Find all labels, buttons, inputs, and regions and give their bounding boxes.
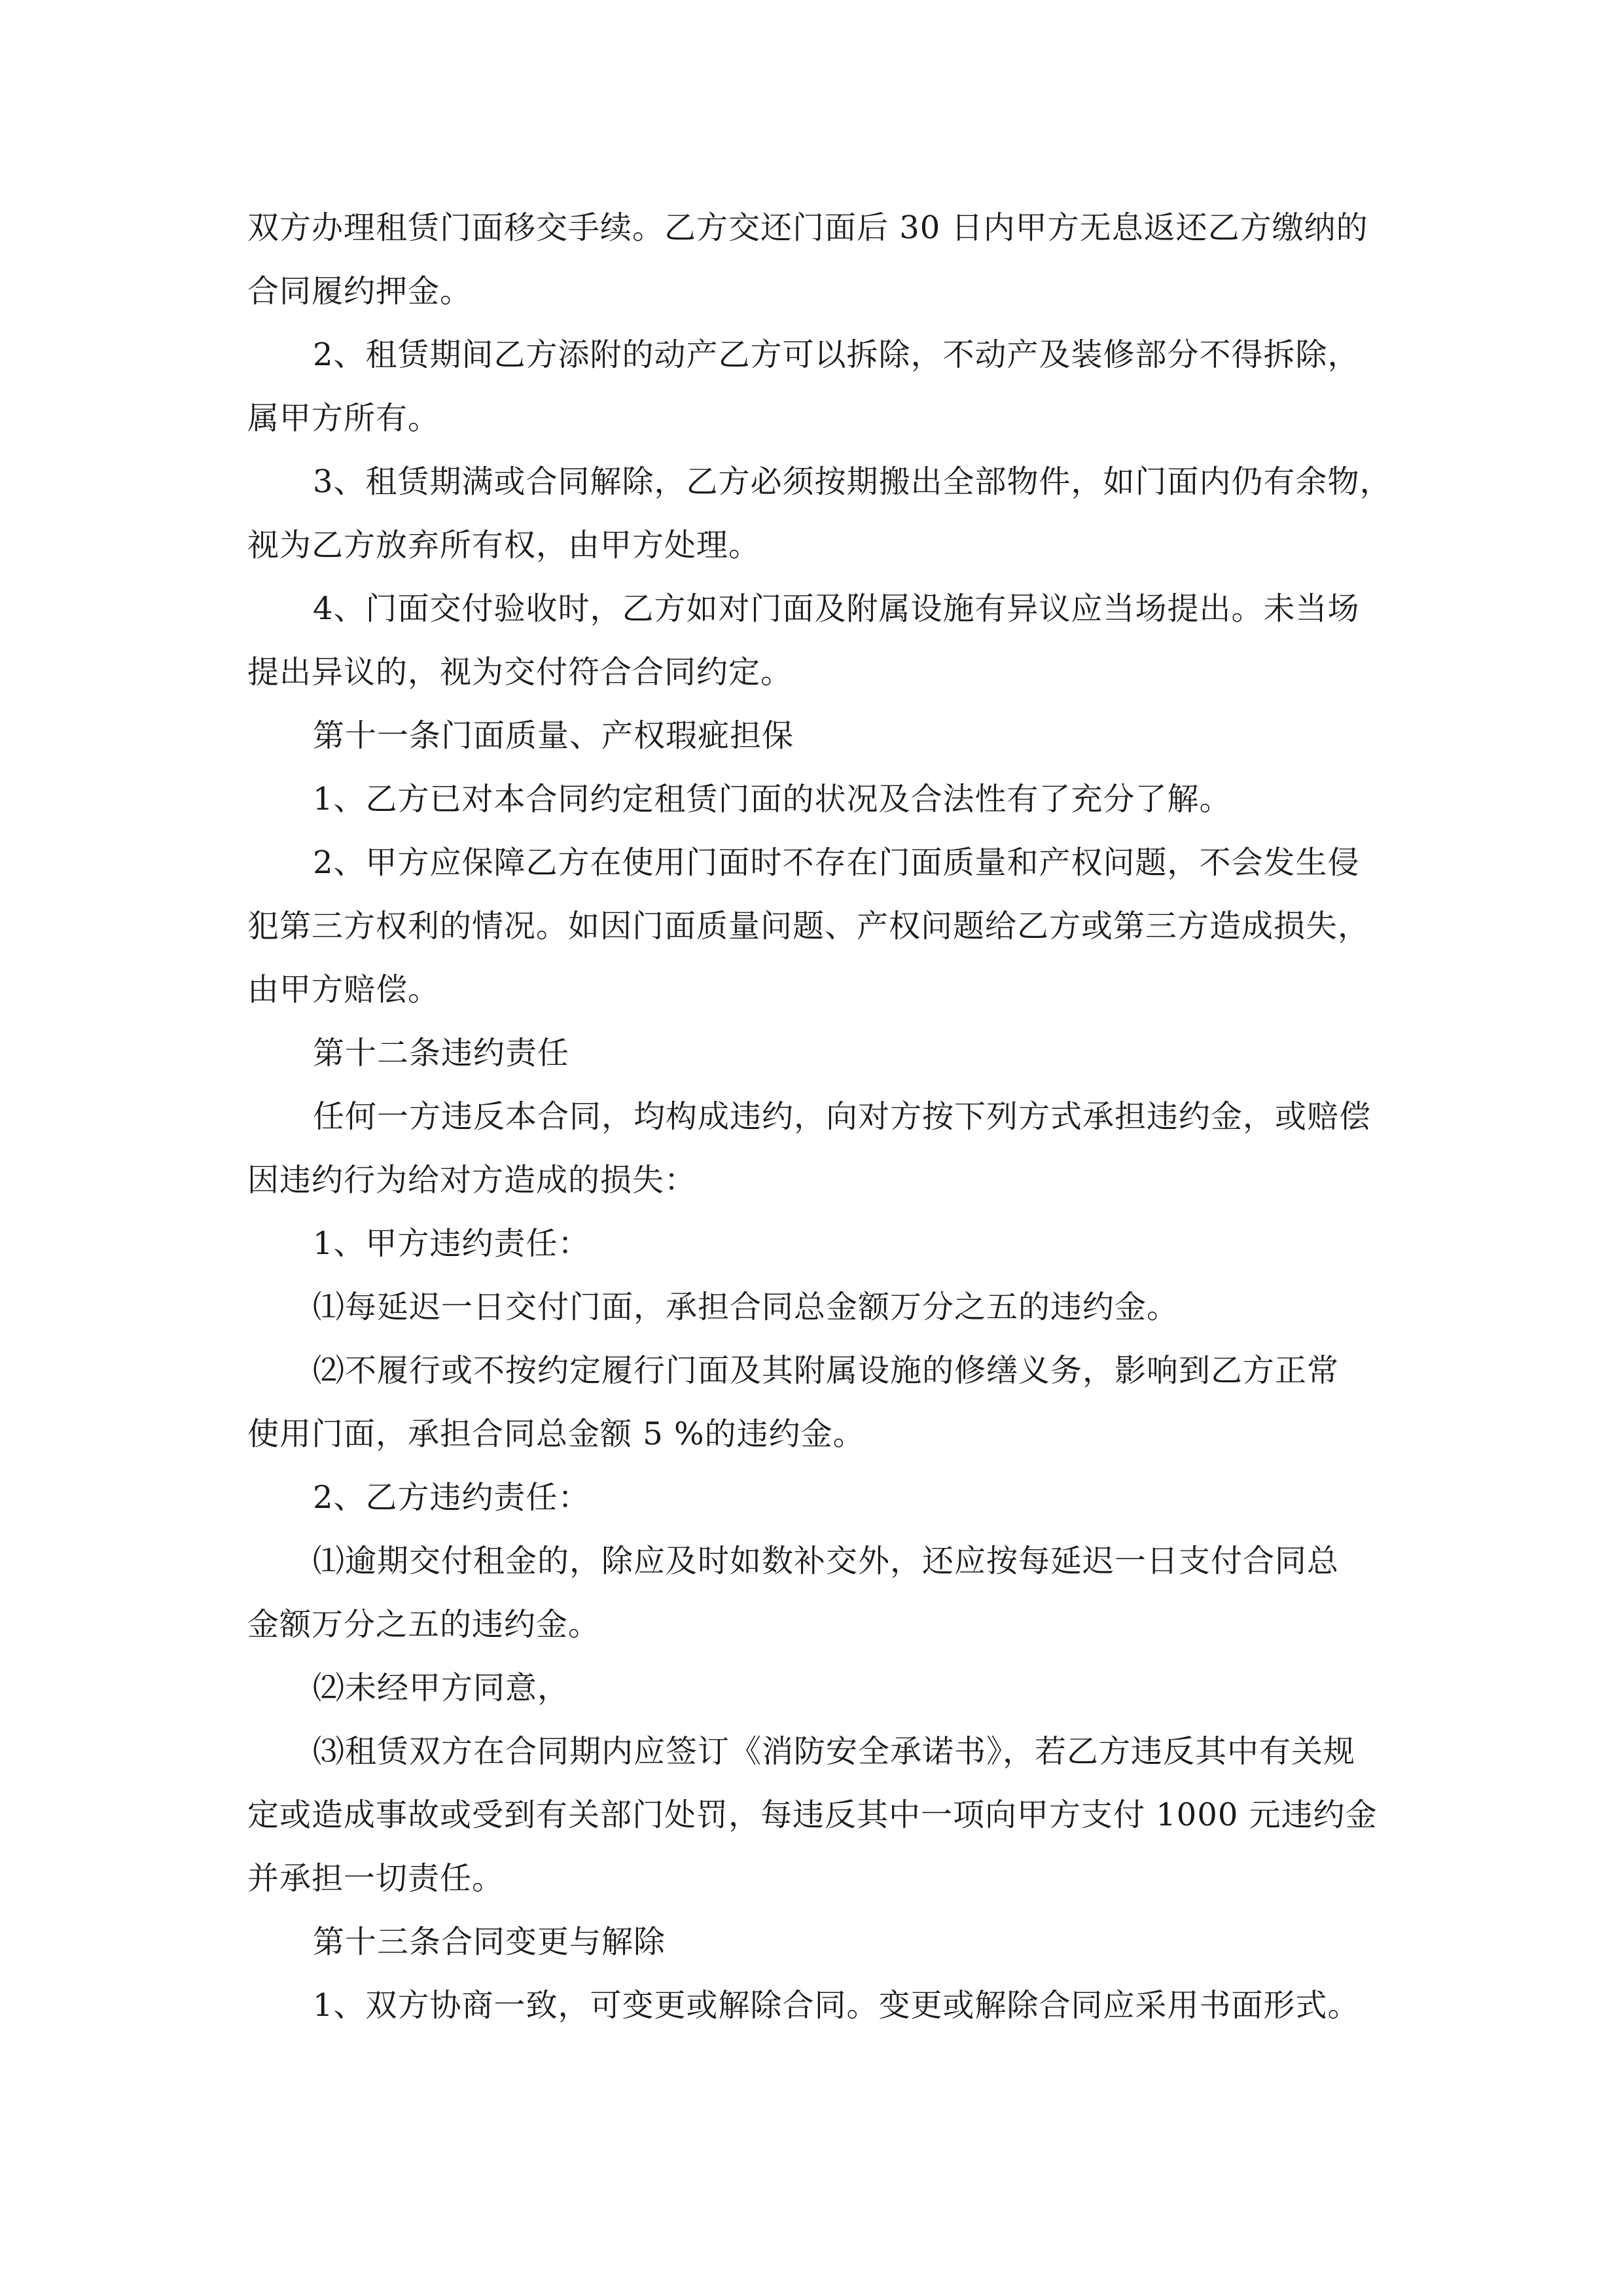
paragraph-line: 2、甲方应保障乙方在使用门面时不存在门面质量和产权问题，不会发生侵 [313,844,1360,881]
paragraph-line: 合同履约押金。 [247,273,473,310]
paragraph-line: ⑴逾期交付租金的，除应及时如数补交外，还应按每延迟一日支付合同总 [313,1543,1340,1579]
paragraph-line: 因违约行为给对方造成的损失： [247,1162,697,1198]
paragraph-line: 金额万分之五的违约金。 [247,1606,601,1643]
paragraph-line: ⑶租赁双方在合同期内应签订《消防安全承诺书》，若乙方违反其中有关规 [313,1733,1356,1770]
paragraph-line: 视为乙方放弃所有权，由甲方处理。 [247,527,761,564]
paragraph-line: 1、乙方已对本合同约定租赁门面的状况及合法性有了充分了解。 [313,781,1232,817]
paragraph-line: 使用门面，承担合同总金额 5 %的违约金。 [247,1416,865,1452]
paragraph-line: 第十二条违约责任 [313,1035,570,1071]
paragraph-line: ⑵未经甲方同意， [313,1670,570,1706]
paragraph-line: ⑴每延迟一日交付门面，承担合同总金额万分之五的违约金。 [313,1289,1179,1325]
paragraph-line: 任何一方违反本合同，均构成违约，向对方按下列方式承担违约金，或赔偿 [313,1098,1372,1135]
paragraph-line: 由甲方赔偿。 [247,971,440,1008]
paragraph-line: 第十三条合同变更与解除 [313,1924,666,1960]
paragraph-line: 双方办理租赁门面移交手续。乙方交还门面后 30 日内甲方无息返还乙方缴纳的 [247,209,1368,246]
paragraph-line: 2、租赁期间乙方添附的动产乙方可以拆除，不动产及装修部分不得拆除， [313,336,1360,373]
paragraph-line: 定或造成事故或受到有关部门处罚，每违反其中一项向甲方支付 1000 元违约金 [247,1797,1378,1833]
paragraph-line: 4、门面交付验收时，乙方如对门面及附属设施有异议应当场提出。未当场 [313,590,1360,627]
paragraph-line: 3、租赁期满或合同解除，乙方必须按期搬出全部物件，如门面内仍有余物， [313,463,1392,500]
paragraph-line: 犯第三方权利的情况。如因门面质量问题、产权问题给乙方或第三方造成损失， [247,908,1370,944]
paragraph-line: 2、乙方违约责任： [313,1479,590,1516]
paragraph-line: 第十一条门面质量、产权瑕疵担保 [313,717,794,754]
paragraph-line: 1、甲方违约责任： [313,1225,590,1262]
paragraph-line: 提出异议的，视为交付符合合同约定。 [247,654,793,691]
paragraph-line: 1、双方协商一致，可变更或解除合同。变更或解除合同应采用书面形式。 [313,1987,1360,2024]
paragraph-line: 属甲方所有。 [247,400,440,437]
paragraph-line: ⑵不履行或不按约定履行门面及其附属设施的修缮义务，影响到乙方正常 [313,1352,1340,1389]
paragraph-line: 并承担一切责任。 [247,1860,505,1897]
document-body [247,196,1392,2037]
